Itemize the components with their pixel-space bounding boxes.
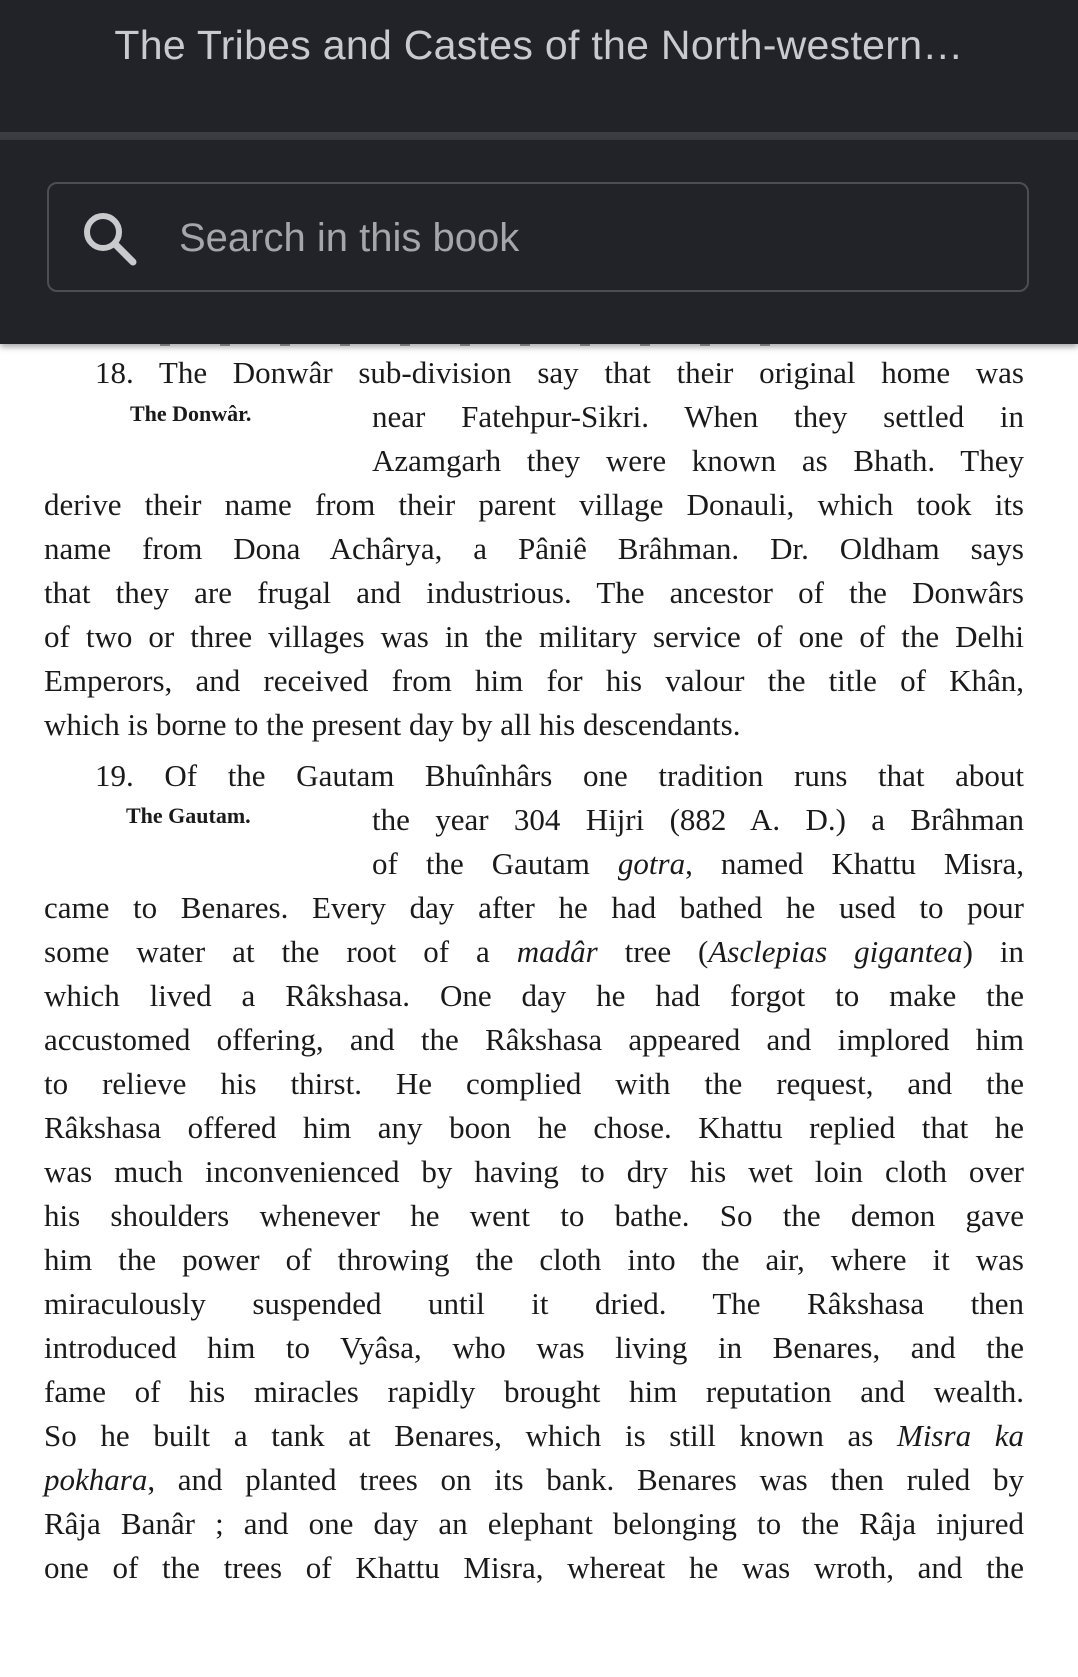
text-line: near Fatehpur-Sikri. When they settled in <box>372 399 1024 434</box>
text-line: one of the trees of Khattu Misra, whereat he was wroth, and the <box>44 1550 1024 1585</box>
text-line: him the power of throwing the cloth into the air, where it was <box>44 1242 1024 1277</box>
text-line: miraculously suspended until it dried. The Râkshasa then <box>44 1286 1024 1321</box>
text-line: which is borne to the present day by all his descendants. <box>44 707 741 742</box>
text-line: name from Dona Achârya, a Pâniê Brâhman. Dr. Oldham says <box>44 531 1024 566</box>
text-line: derive their name from their parent village Donauli, which took its <box>44 487 1024 522</box>
search-input[interactable] <box>177 194 1001 282</box>
margin-note-donwar: The Donwâr. <box>130 401 252 426</box>
margin-note-gautam: The Gautam. <box>126 803 251 828</box>
text-line: introduced him to Vyâsa, who was living in Benares, and the <box>44 1330 1024 1365</box>
text-line: So he built a tank at Benares, which is still known as Misra ka <box>44 1418 1024 1453</box>
text-line: fame of his miracles rapidly brought him reputation and wealth. <box>44 1374 1024 1409</box>
text-line: pokhara, and planted trees on its bank. Benares was then ruled by <box>44 1462 1024 1497</box>
text-line: Râja Banâr ; and one day an elephant belonging to the Râja injured <box>44 1506 1024 1541</box>
text-line: of the Gautam gotra, named Khattu Misra, <box>372 846 1024 881</box>
app-header <box>0 0 1078 132</box>
text-line: which lived a Râkshasa. One day he had forgot to make the <box>44 978 1024 1013</box>
book-title: The Tribes and Castes of the North-western… <box>114 22 964 68</box>
clipped-previous-line <box>160 344 780 346</box>
text-line: Azamgarh they were known as Bhath. They <box>372 443 1024 478</box>
text-line: some water at the root of a madâr tree (Asclepias gigantea) in <box>44 934 1024 969</box>
text-line: 18. The Donwâr sub-division say that their original home was <box>95 355 1024 390</box>
text-line: Emperors, and received from him for his valour the title of Khân, <box>44 663 1024 698</box>
book-page <box>0 344 1078 1677</box>
text-line: his shoulders whenever he went to bathe. So the demon gave <box>44 1198 1024 1233</box>
text-line: came to Benares. Every day after he had bathed he used to pour <box>44 890 1024 925</box>
text-line: of two or three villages was in the military service of one of the Delhi <box>44 619 1024 654</box>
text-line: was much inconvenienced by having to dry his wet loin cloth over <box>44 1154 1024 1189</box>
search-icon[interactable] <box>82 211 138 267</box>
text-line: the year 304 Hijri (882 A. D.) a Brâhman <box>372 802 1024 837</box>
text-line: to relieve his thirst. He complied with the request, and the <box>44 1066 1024 1101</box>
text-line: 19. Of the Gautam Bhuînhârs one tradition runs that about <box>95 758 1024 793</box>
text-line: Râkshasa offered him any boon he chose. Khattu replied that he <box>44 1110 1024 1145</box>
text-line: accustomed offering, and the Râkshasa appeared and implored him <box>44 1022 1024 1057</box>
text-line: that they are frugal and industrious. The ancestor of the Donwârs <box>44 575 1024 610</box>
search-box[interactable] <box>47 182 1029 292</box>
search-bar-container <box>0 140 1078 344</box>
header-divider <box>0 132 1078 140</box>
